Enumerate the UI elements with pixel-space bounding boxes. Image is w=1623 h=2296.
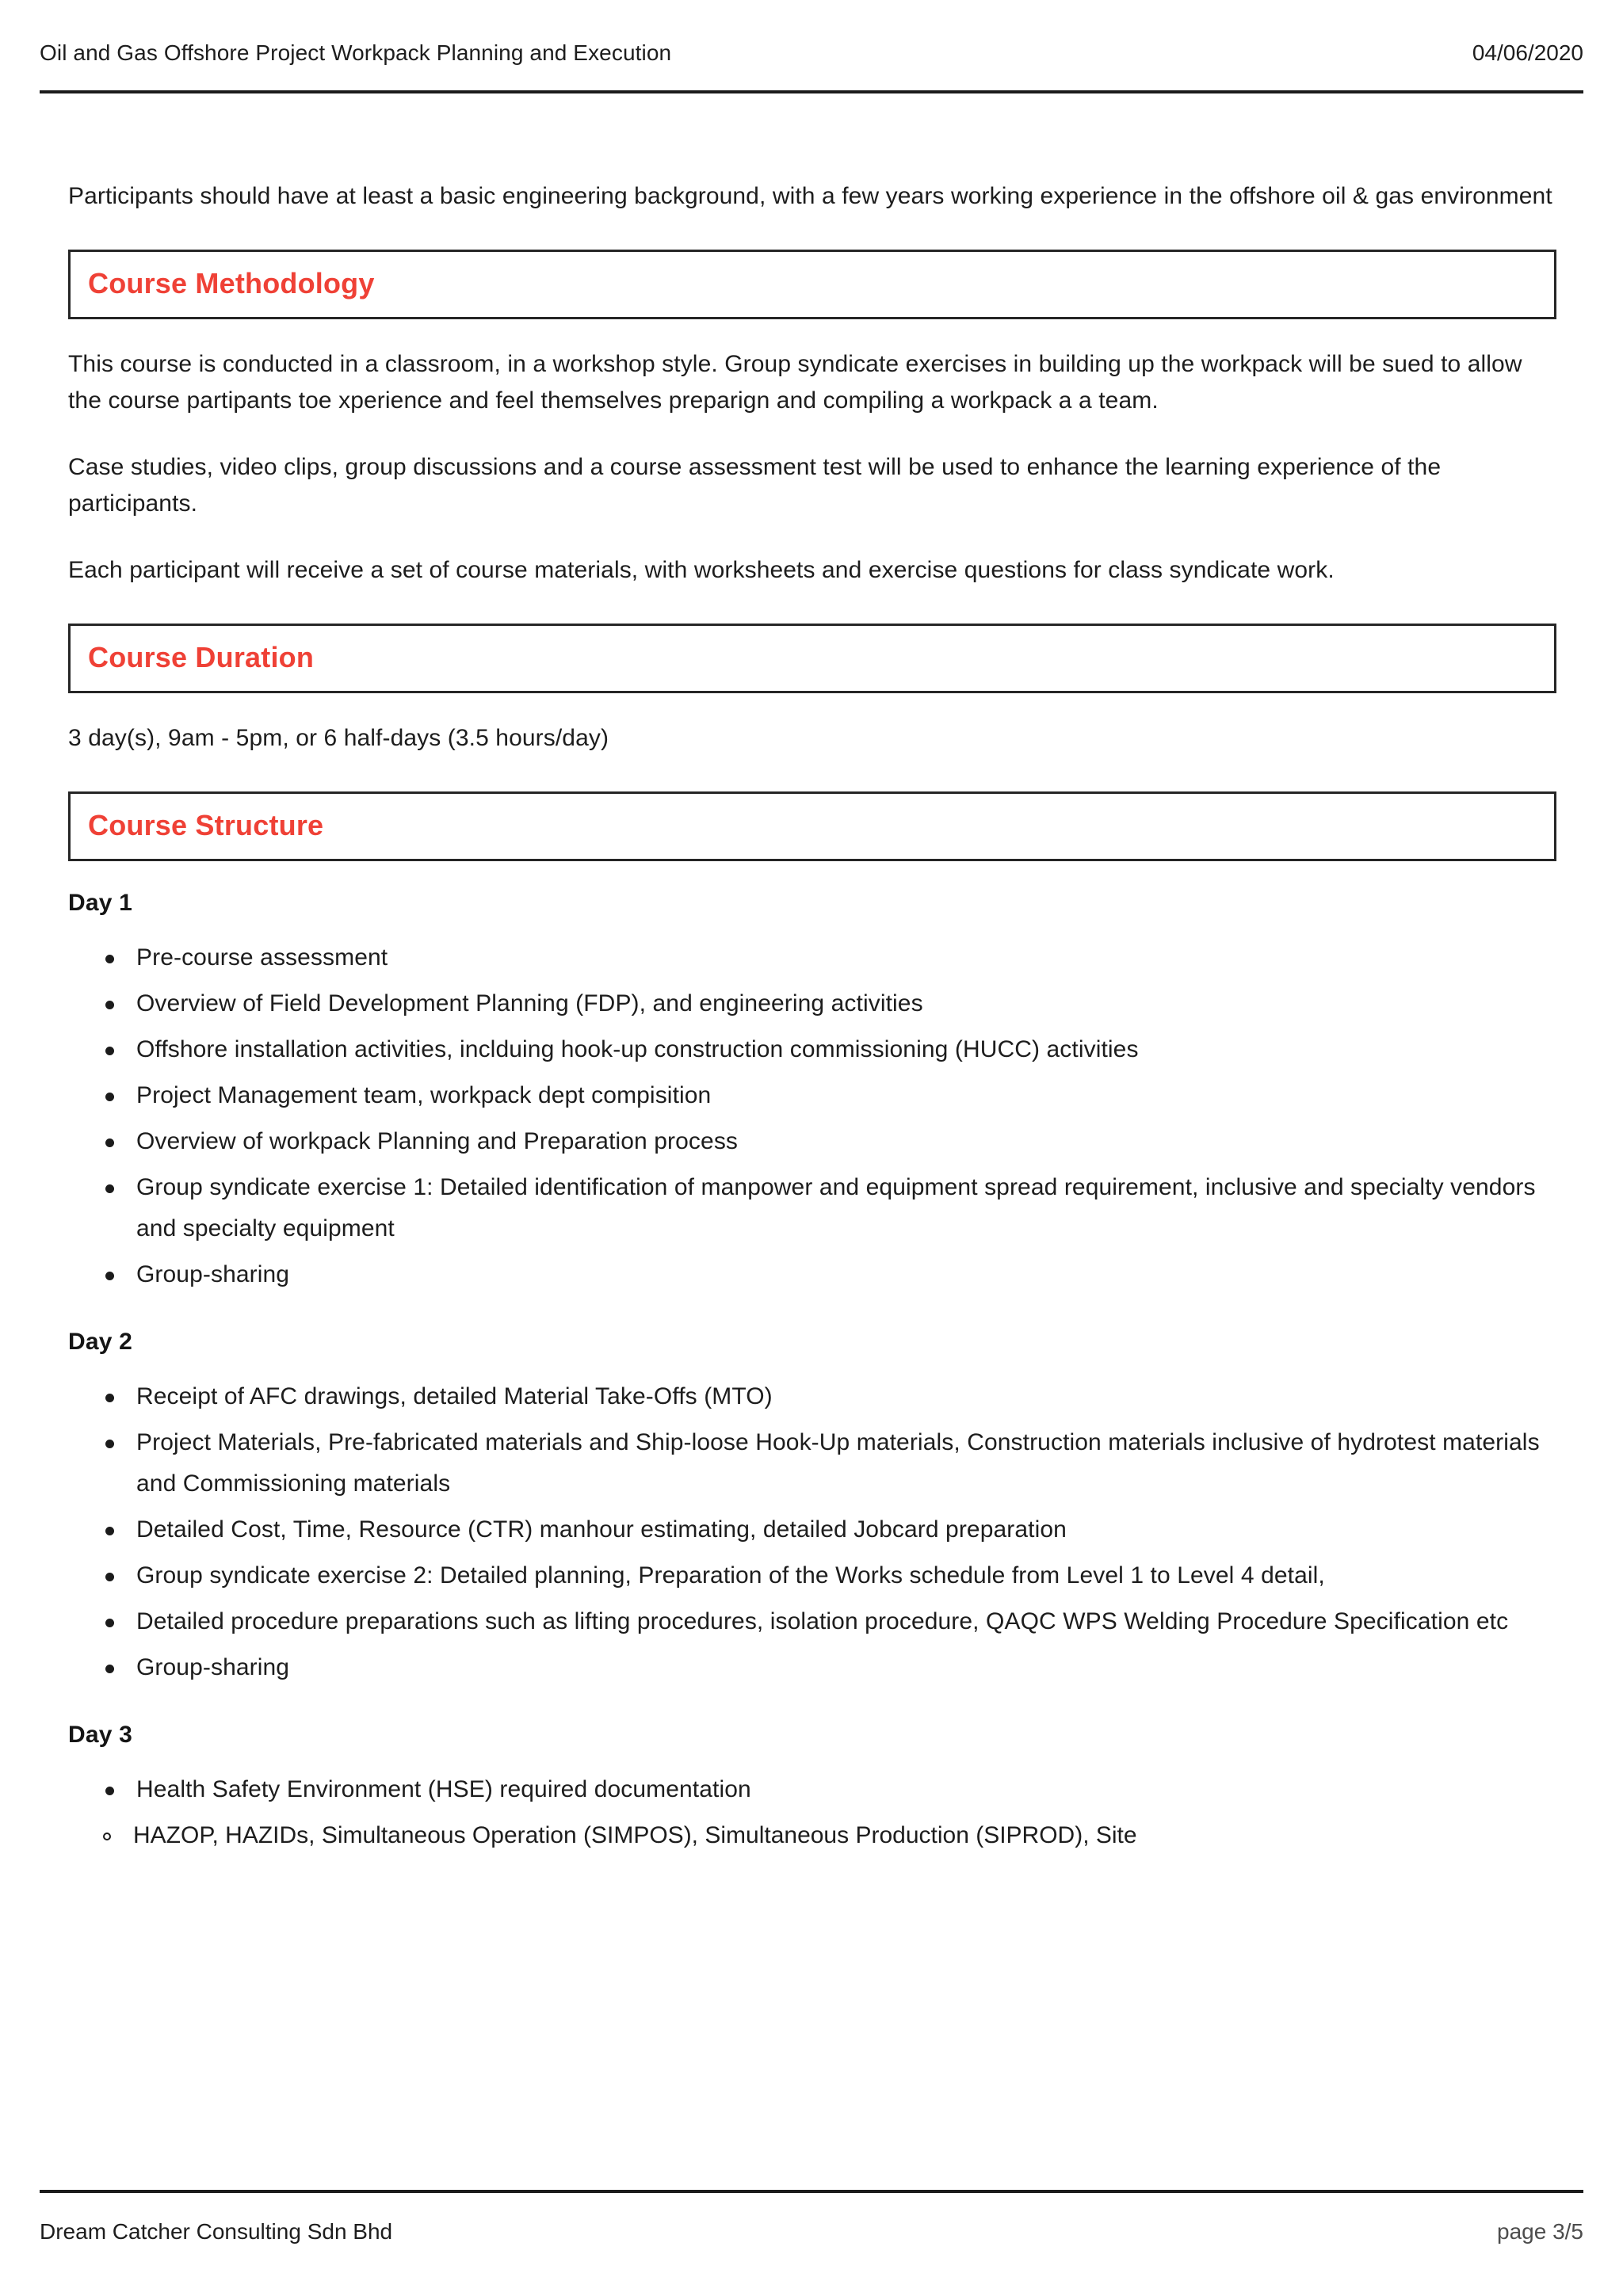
list-item: Offshore installation activities, inclduing hook-up construction commissioning (HUCC) activities: [68, 1029, 1558, 1070]
list-item: Project Materials, Pre-fabricated materials and Ship-loose Hook-Up materials, Construction materials inclusive of hydrotest materials and Commissioning materials: [68, 1422, 1558, 1505]
list-item: Group syndicate exercise 2: Detailed planning, Preparation of the Works schedule from Level 1 to Level 4 detail,: [68, 1555, 1558, 1596]
list-item: Overview of Field Development Planning (FDP), and engineering activities: [68, 983, 1558, 1024]
day-heading-3: Day 3: [68, 1722, 133, 1748]
day-heading-2: Day 2: [68, 1329, 133, 1355]
document-footer: [40, 2218, 1583, 2245]
methodology-paragraph-3: Each participant will receive a set of course materials, with worksheets and exercise questions for class syndicate work.: [68, 557, 1335, 583]
document-content: [68, 178, 1558, 1856]
header-title: Oil and Gas Offshore Project Workpack Planning and Execution: [40, 40, 672, 65]
section-title-text: Course Duration: [88, 641, 315, 673]
list-item: Group syndicate exercise 1: Detailed identification of manpower and equipment spread requirement, inclusive and specialty vendors and specialty equipment: [68, 1167, 1558, 1249]
methodology-paragraph-1: This course is conducted in a classroom, in a workshop style. Group syndicate exercises in building up the workpack will be sued to allow the course partipants toe xperience and feel themselves preparign and compiling a workpack a a team.: [68, 351, 1522, 414]
list-item: Project Management team, workpack dept compisition: [68, 1075, 1558, 1116]
list-item: Detailed procedure preparations such as lifting procedures, isolation procedure, QAQC WPS Welding Procedure Specification etc: [68, 1601, 1558, 1642]
duration-text: 3 day(s), 9am - 5pm, or 6 half-days (3.5 hours/day): [68, 725, 609, 751]
section-header-course-methodology: [68, 250, 1556, 319]
section-title-text: Course Methodology: [88, 267, 375, 299]
section-title-text: Course Structure: [88, 809, 324, 841]
document-header: [40, 40, 1583, 67]
day-3-sub-item-list: [68, 1815, 1558, 1856]
methodology-paragraph-2: Case studies, video clips, group discussions and a course assessment test will be used to enhance the learning experience of the participants.: [68, 454, 1442, 517]
footer-divider: [40, 2190, 1583, 2193]
day-2-item-list: [68, 1376, 1558, 1688]
list-item: Group-sharing: [68, 1254, 1558, 1295]
footer-organisation: Dream Catcher Consulting Sdn Bhd: [40, 2219, 393, 2244]
intro-paragraph: Participants should have at least a basic engineering background, with a few years working experience in the offshore oil & gas environment: [68, 183, 1552, 209]
header-date: 04/06/2020: [1472, 40, 1583, 65]
day-heading-1: Day 1: [68, 890, 133, 916]
list-item: Receipt of AFC drawings, detailed Material Take-Offs (MTO): [68, 1376, 1558, 1417]
header-divider: [40, 90, 1583, 93]
list-item: Group-sharing: [68, 1647, 1558, 1688]
list-item: Detailed Cost, Time, Resource (CTR) manhour estimating, detailed Jobcard preparation: [68, 1509, 1558, 1550]
list-item: Overview of workpack Planning and Preparation process: [68, 1121, 1558, 1162]
section-header-course-duration: [68, 624, 1556, 693]
footer-page-number: page 3/5: [1497, 2219, 1583, 2244]
list-item: Health Safety Environment (HSE) required documentation: [68, 1769, 1558, 1810]
sub-list-item: HAZOP, HAZIDs, Simultaneous Operation (SIMPOS), Simultaneous Production (SIPROD), Site: [68, 1815, 1558, 1856]
list-item: Pre-course assessment: [68, 937, 1558, 978]
day-3-item-list: [68, 1769, 1558, 1810]
section-header-course-structure: [68, 791, 1556, 861]
day-1-item-list: [68, 937, 1558, 1295]
